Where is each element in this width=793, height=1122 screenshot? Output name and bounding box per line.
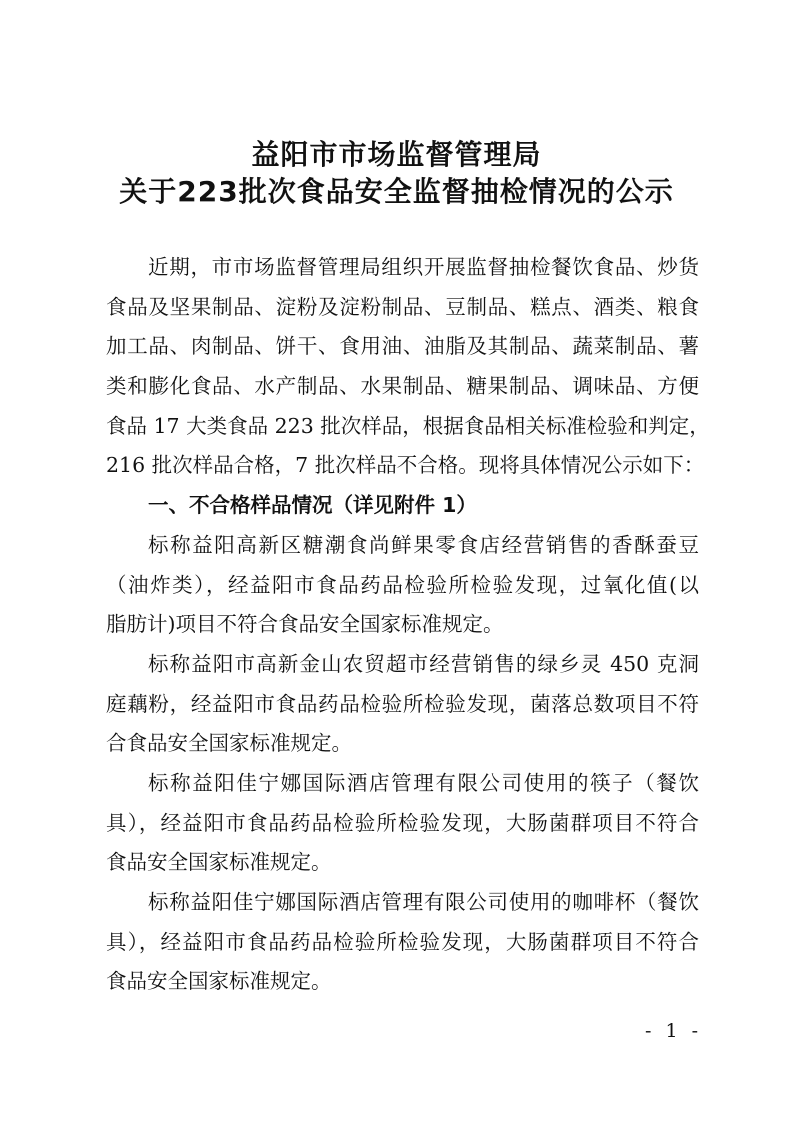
body-line: 脂肪计)项目不符合食品安全国家标准规定。 xyxy=(106,612,504,637)
body-line: 食品安全国家标准规定。 xyxy=(106,850,332,875)
document-title-line2: 关于223批次食品安全监督抽检情况的公示 xyxy=(119,175,674,208)
body-line: 加工品、肉制品、饼干、食用油、油脂及其制品、蔬菜制品、薯 xyxy=(106,334,699,359)
body-line: 具），经益阳市食品药品检验所检验发现，大肠菌群项目不符合 xyxy=(106,929,699,954)
body-line: 近期，市市场监督管理局组织开展监督抽检餐饮食品、炒货 xyxy=(148,255,699,279)
document-title-line1: 益阳市市场监督管理局 xyxy=(251,138,542,171)
body-line: 食品 17 大类食品 223 批次样品，根据食品相关标准检验和判定， xyxy=(106,413,710,438)
body-line: 标称益阳高新区糖潮食尚鲜果零食店经营销售的香酥蚕豆 xyxy=(148,532,699,557)
body-line: 标称益阳佳宁娜国际酒店管理有限公司使用的咖啡杯（餐饮 xyxy=(148,890,699,914)
page-number: - 1 - xyxy=(645,1020,703,1042)
body-line: 合食品安全国家标准规定。 xyxy=(106,731,352,756)
section-heading: 一、不合格样品情况（详见附件 1） xyxy=(148,493,477,518)
body-line: 食品安全国家标准规定。 xyxy=(106,969,332,994)
document-body xyxy=(106,248,710,1002)
body-line: （油炸类），经益阳市食品药品检验所检验发现，过氧化值(以 xyxy=(106,572,699,597)
body-line: 庭藕粉，经益阳市食品药品检验所检验发现，菌落总数项目不符 xyxy=(106,691,699,716)
body-line: 216 批次样品合格，7 批次样品不合格。现将具体情况公示如下： xyxy=(106,453,705,478)
body-line: 具），经益阳市食品药品检验所检验发现，大肠菌群项目不符合 xyxy=(106,810,699,835)
body-line: 食品及坚果制品、淀粉及淀粉制品、豆制品、糕点、酒类、粮食 xyxy=(106,294,699,319)
body-line: 标称益阳佳宁娜国际酒店管理有限公司使用的筷子（餐饮 xyxy=(148,770,699,795)
body-line: 标称益阳市高新金山农贸超市经营销售的绿乡灵 450 克洞 xyxy=(148,651,699,676)
body-line: 类和膨化食品、水产制品、水果制品、糖果制品、调味品、方便 xyxy=(106,374,699,399)
